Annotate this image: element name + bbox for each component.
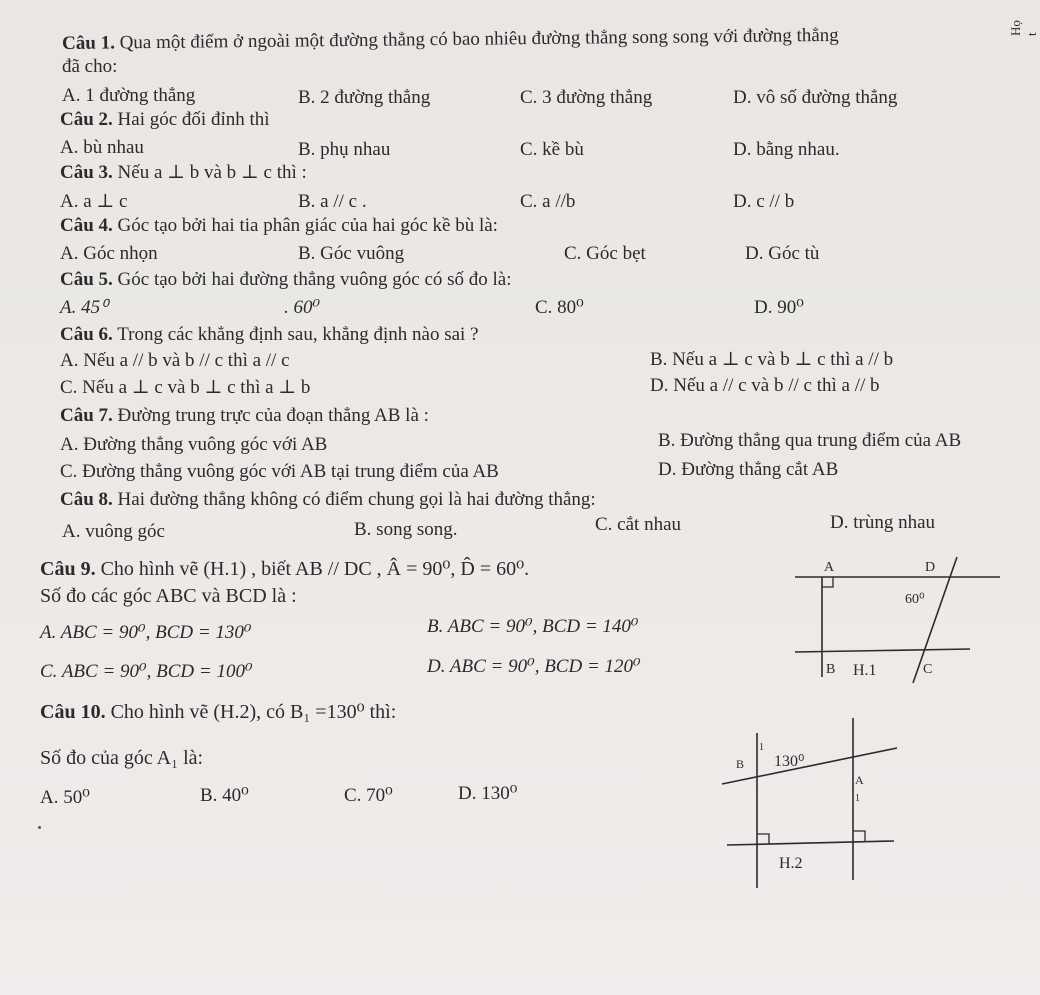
question-2 xyxy=(60,110,270,129)
question-4 xyxy=(60,216,498,235)
option-b: B. Nếu a ⊥ c và b ⊥ c thì a // b xyxy=(650,349,894,370)
figure-h2 xyxy=(722,718,942,898)
figure-h1 xyxy=(795,555,1015,695)
right-angle-mark xyxy=(822,577,833,587)
question-7 xyxy=(60,406,429,425)
question-label: Câu 10. xyxy=(40,701,106,723)
option-a: A. Đường thẳng vuông góc với AB xyxy=(60,434,328,455)
question-label: Câu 7. xyxy=(60,405,113,426)
question-1-continued: đã cho: xyxy=(62,56,118,77)
option-a: A. a ⊥ c xyxy=(60,191,128,212)
label-d: D xyxy=(925,560,936,575)
question-text: Đường trung trực của đoạn thẳng AB là : xyxy=(117,405,429,426)
option-b: B. Đường thẳng qua trung điểm của AB xyxy=(658,430,962,451)
question-label: Câu 2. xyxy=(60,109,113,130)
option-d: D. 130⁰ xyxy=(458,783,518,804)
line-bottom xyxy=(727,841,894,845)
option-b: B. phụ nhau xyxy=(298,139,391,160)
question-9 xyxy=(40,559,529,579)
question-label: Câu 4. xyxy=(60,215,113,236)
option-d: D. vô số đường thẳng xyxy=(733,87,898,108)
label-angle-60: 60⁰ xyxy=(905,592,925,607)
option-d: D. ABC = 90⁰, BCD = 120⁰ xyxy=(427,656,641,677)
header-corner: Họ t xyxy=(1008,20,1039,36)
question-3 xyxy=(60,163,307,182)
option-a: A. 1 đường thẳng xyxy=(62,85,196,106)
option-a: A. bù nhau xyxy=(60,137,144,158)
line-dc xyxy=(913,557,957,683)
question-text: Góc tạo bởi hai đường thẳng vuông góc có số đo là: xyxy=(117,269,512,290)
question-label: Câu 1. xyxy=(61,32,116,54)
option-c: C. Góc bẹt xyxy=(564,243,646,264)
option-b: B. song song. xyxy=(354,519,458,540)
option-a: A. Nếu a // b và b // c thì a // c xyxy=(60,350,290,371)
question-label: Câu 3. xyxy=(60,162,113,183)
question-label: Câu 5. xyxy=(60,269,113,290)
option-d: D. trùng nhau xyxy=(830,512,936,533)
label-caption-h2: H.2 xyxy=(779,855,803,872)
option-c: C. 80⁰ xyxy=(535,297,584,318)
option-a: A. vuông góc xyxy=(62,521,165,542)
question-label: Câu 8. xyxy=(60,489,113,510)
question-text: Cho hình vẽ (H.2), có B₁ =130⁰ thì: xyxy=(110,701,397,723)
right-angle-mark-right xyxy=(853,831,865,841)
option-b: B. 40⁰ xyxy=(200,785,249,806)
option-d: D. Đường thẳng cắt AB xyxy=(658,459,839,480)
line-top xyxy=(722,748,897,784)
option-c: C. 70⁰ xyxy=(344,785,393,806)
option-d: D. Góc tù xyxy=(745,243,820,264)
option-c: C. Nếu a ⊥ c và b ⊥ c thì a ⊥ b xyxy=(60,377,311,398)
option-a: A. 50⁰ xyxy=(40,787,90,808)
question-label: Câu 6. xyxy=(60,324,113,345)
option-d: D. c // b xyxy=(733,191,795,212)
question-text: Hai góc đối đỉnh thì xyxy=(117,109,270,130)
question-6 xyxy=(60,325,479,344)
option-d: D. 90⁰ xyxy=(754,297,804,318)
option-b: B. Góc vuông xyxy=(298,243,405,264)
option-d: D. bằng nhau. xyxy=(733,139,840,160)
question-5 xyxy=(60,270,512,289)
question-text: Cho hình vẽ (H.1) , biết AB // DC , Â = 90⁰, D̂ = 60⁰. xyxy=(100,558,530,580)
label-caption-h1: H.1 xyxy=(853,662,877,679)
label-b: B xyxy=(736,757,745,771)
option-b: B. a // c . xyxy=(298,191,367,212)
option-c: C. cắt nhau xyxy=(595,514,682,535)
question-text: Nếu a ⊥ b và b ⊥ c thì : xyxy=(117,162,307,183)
option-c: C. Đường thẳng vuông góc với AB tại trung điểm của AB xyxy=(60,461,499,482)
question-1 xyxy=(62,26,839,53)
question-9-continued: Số đo các góc ABC và BCD là : xyxy=(40,585,297,607)
question-text: Qua một điểm ở ngoài một đường thẳng có bao nhiêu đường thẳng song song với đường thẳng xyxy=(119,24,839,54)
question-8 xyxy=(60,490,596,509)
question-text: Hai đường thẳng không có điểm chung gọi là hai đường thẳng: xyxy=(117,489,596,510)
question-text: Trong các khẳng định sau, khẳng định nào sai ? xyxy=(117,324,479,345)
option-c: C. a //b xyxy=(520,191,576,212)
right-angle-mark-left xyxy=(757,834,769,844)
label-c: C xyxy=(923,662,933,677)
option-b: . 60⁰ xyxy=(284,297,321,318)
option-a: A. 45⁰ xyxy=(60,297,108,318)
option-b: B. ABC = 90⁰, BCD = 140⁰ xyxy=(427,616,639,637)
option-a: A. Góc nhọn xyxy=(60,243,158,264)
label-a: A xyxy=(824,560,835,575)
label-b1: 1 xyxy=(759,742,764,753)
question-text: Góc tạo bởi hai tia phân giác của hai góc kề bù là: xyxy=(117,215,498,236)
option-c: C. ABC = 90⁰, BCD = 100⁰ xyxy=(40,661,253,682)
question-10 xyxy=(40,702,396,722)
label-a1: 1 xyxy=(855,793,860,804)
option-a: A. ABC = 90⁰, BCD = 130⁰ xyxy=(40,622,252,643)
option-d: D. Nếu a // c và b // c thì a // b xyxy=(650,375,880,396)
ink-dot xyxy=(38,826,41,829)
option-c: C. kề bù xyxy=(520,139,584,160)
label-b: B xyxy=(826,662,836,677)
question-label: Câu 9. xyxy=(40,558,96,580)
option-c: C. 3 đường thẳng xyxy=(520,87,653,108)
label-angle-130: 130⁰ xyxy=(774,753,805,770)
label-a: A xyxy=(855,773,864,787)
question-10-continued: Số đo của góc A₁ là: xyxy=(40,747,204,769)
option-b: B. 2 đường thẳng xyxy=(298,87,431,108)
